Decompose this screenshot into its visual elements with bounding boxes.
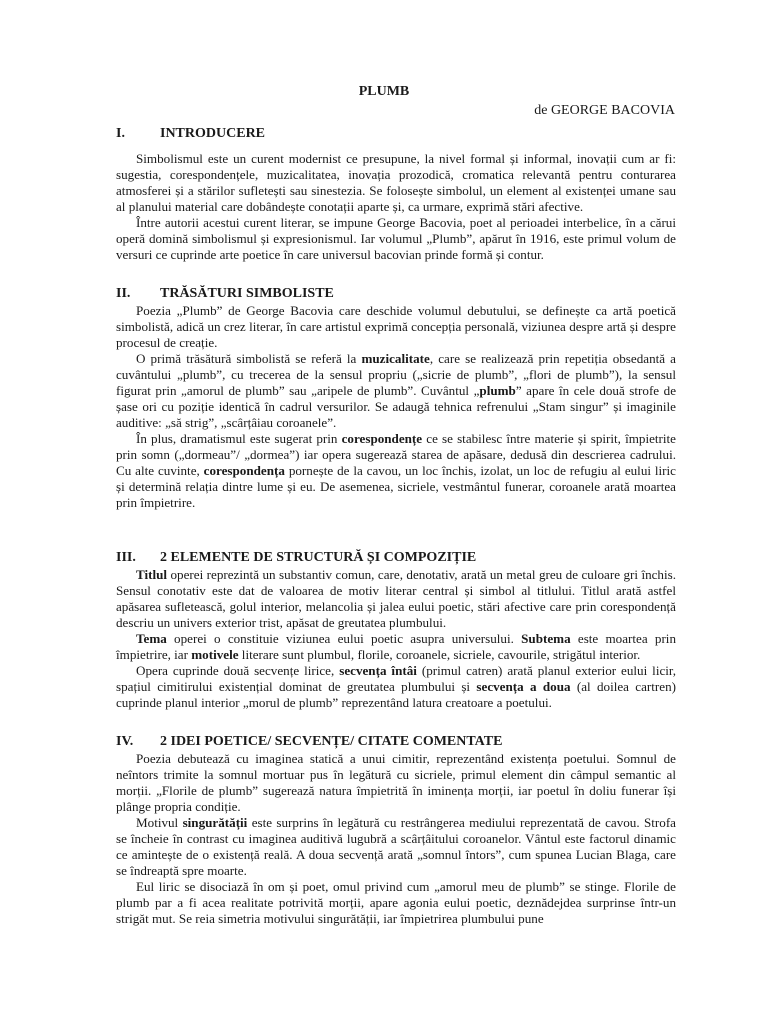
- text-run: O primă trăsătură simbolistă se referă la: [136, 351, 362, 366]
- text-run: pornește de la cavou, un loc închis, izolat, un loc de refugiu al eului liric și determină relația dintre lume și eu. De asemenea, sicriele, vestmântul funerar, coroanele arată moartea prin împietrire.: [116, 463, 676, 510]
- text-run: , care se realizează prin repetiția obsedantă a cuvântului „plumb”, cu trecerea de la sensul propriu („sicrie de plumb”, „flori de plumb”), la sensul figurat prin „amorul de plumb” sau „aripele de plumb”. Cuvântul „: [116, 351, 676, 398]
- section-number: IV.: [116, 734, 134, 749]
- text-run: (primul catren) arată planul exterior eului licir, spațiul cimitirului existențial dominat de greutatea plumbului și: [116, 663, 677, 694]
- bold-term: secvența întâi: [339, 663, 417, 678]
- text-run: (al doilea cartren) cuprinde planul interior „morul de plumb” reprezentând latura creatoare a poetului.: [116, 679, 676, 710]
- section-title: INTRODUCERE: [160, 126, 266, 141]
- bold-term: singurătății: [182, 815, 248, 830]
- text-run: operei o constituie viziunea eului poetic asupra universului.: [166, 631, 522, 646]
- bold-term: Titlul: [136, 567, 168, 582]
- section-title: TRĂSĂTURI SIMBOLISTE: [160, 286, 334, 301]
- section-title: 2 IDEI POETICE/ SECVENȚE/ CITATE COMENTATE: [160, 734, 503, 749]
- bold-term: Subtema: [521, 631, 571, 646]
- text-run: literare sunt plumbul, florile, coroanele, sicriele, cavourile, strigătul interior.: [238, 647, 641, 662]
- section-number: III.: [116, 550, 136, 565]
- paragraph: [116, 631, 676, 663]
- bold-term: corespondențe: [341, 431, 423, 446]
- text-run: este moartea prin împietrire, iar: [116, 631, 676, 662]
- paragraph: [116, 663, 676, 711]
- paragraph: Poezia debutează cu imaginea statică a unui cimitir, reprezentând existența poetului. Somnul de neîntors trimite la somnul mortuar pus în legătură cu sicriele, primul element din câmpul semantic al morții. „Florile de plumb” sugerează natura împietrită în iminența morții, iar poetul în doliu funerar își plânge propria condiție.: [116, 751, 676, 814]
- section-number: II.: [116, 286, 131, 301]
- section-heading-introducere: [116, 125, 676, 143]
- paragraph: [116, 431, 676, 511]
- paragraph: [116, 351, 676, 431]
- paragraph: [116, 815, 676, 879]
- text-run: În plus, dramatismul este sugerat prin: [136, 431, 342, 446]
- text-run: Motivul: [136, 815, 183, 830]
- bold-term: motivele: [191, 647, 239, 662]
- paragraph: Eul liric se disociază în om și poet, omul privind cum „amorul meu de plumb” se stinge. Florile de plumb par a fi acea realitate potrivită morții, apare agonia eului poetic, deznădejdea surprinse într-un strigăt mut. Se reia simetria motivului singurătății, iar împietrirea plumbului pune: [116, 879, 676, 926]
- paragraph: [116, 567, 676, 631]
- bold-term: secvența a doua: [476, 679, 571, 694]
- document-author: de GEORGE BACOVIA: [534, 103, 675, 118]
- text-run: ” apare în cele două strofe de șase ori cu poziție identică în cadrul versurilor. Se adaugă tehnica refrenului „Stam singur” și imaginile auditive: „să strig”, „scârțâiau coroanele”.: [116, 383, 676, 430]
- bold-term: muzicalitate: [361, 351, 430, 366]
- document-body: [116, 125, 676, 927]
- paragraph: Poezia „Plumb” de George Bacovia care deschide volumul debutului, se definește ca artă poetică simbolistă, adică un crez literar, în care artistul exprimă concepția personală, viziunea despre artă și despre procesul de creație.: [116, 303, 676, 350]
- text-run: este surprins în legătură cu restrângerea mediului reprezentată de cavou. Strofa se încheie în contrast cu imaginea auditivă lugubră a scârțâitului coroanelor. Vântul este factorul dinamic ce amintește de o existență reală. A doua secvență arată „somnul întors”, cum spunea Lucian Blaga, care se îndreaptă spre moarte.: [116, 815, 676, 878]
- document-title: PLUMB: [358, 84, 410, 99]
- bold-term: Tema: [136, 631, 167, 646]
- paragraph: Simbolismul este un curent modernist ce presupune, la nivel formal și informal, inovații cum ar fi: sugestia, corespondențele, muzicalitatea, inovația prozodică, cromatica relevantă pentru conturarea atmosferei și a stărilor sufletești sau sinestezia. Se folosește simbolul, un element al existenței umane sau al planului material care dobândește conotații aparte și, ca urmare, exprimă stări afective.: [116, 151, 676, 214]
- section-heading-trasaturi: [116, 285, 676, 303]
- section-heading-idei: [116, 733, 676, 751]
- section-number: I.: [116, 126, 125, 141]
- section-title: 2 ELEMENTE DE STRUCTURĂ ȘI COMPOZIȚIE: [160, 550, 477, 565]
- paragraph: Între autorii acestui curent literar, se impune George Bacovia, poet al perioadei interbelice, în a cărui operă domină simbolismul și expresionismul. Iar volumul „Plumb”, apărut în 1916, este primul volum de versuri ce cuprinde arte poetice în care universul bacovian prinde formă și contur.: [116, 215, 676, 262]
- section-heading-structura: [116, 549, 676, 567]
- text-run: Opera cuprinde două secvențe lirice,: [136, 663, 340, 678]
- text-run: operei reprezintă un substantiv comun, care, denotativ, arată un metal greu de culoare gri închis. Sensul conotativ este dat de valoarea de motiv literar central și simbol al titlului. Titlul arată astfel apăsarea sufletească, golul interior, melancolia și jalea eului poetic, stări afective care prin corespondență descriu un univers exterior trist, apăsat de greutatea plumbului.: [116, 567, 676, 630]
- bold-term: corespondența: [203, 463, 285, 478]
- text-run: ce se stabilesc între materie și spirit, împietrite prin somn („dormeau”/ „dormea”) iar opera sugerează starea de apăsare, dedusă din descrierea cadrului. Cu alte cuvinte,: [116, 431, 676, 478]
- bold-term: plumb: [479, 383, 516, 398]
